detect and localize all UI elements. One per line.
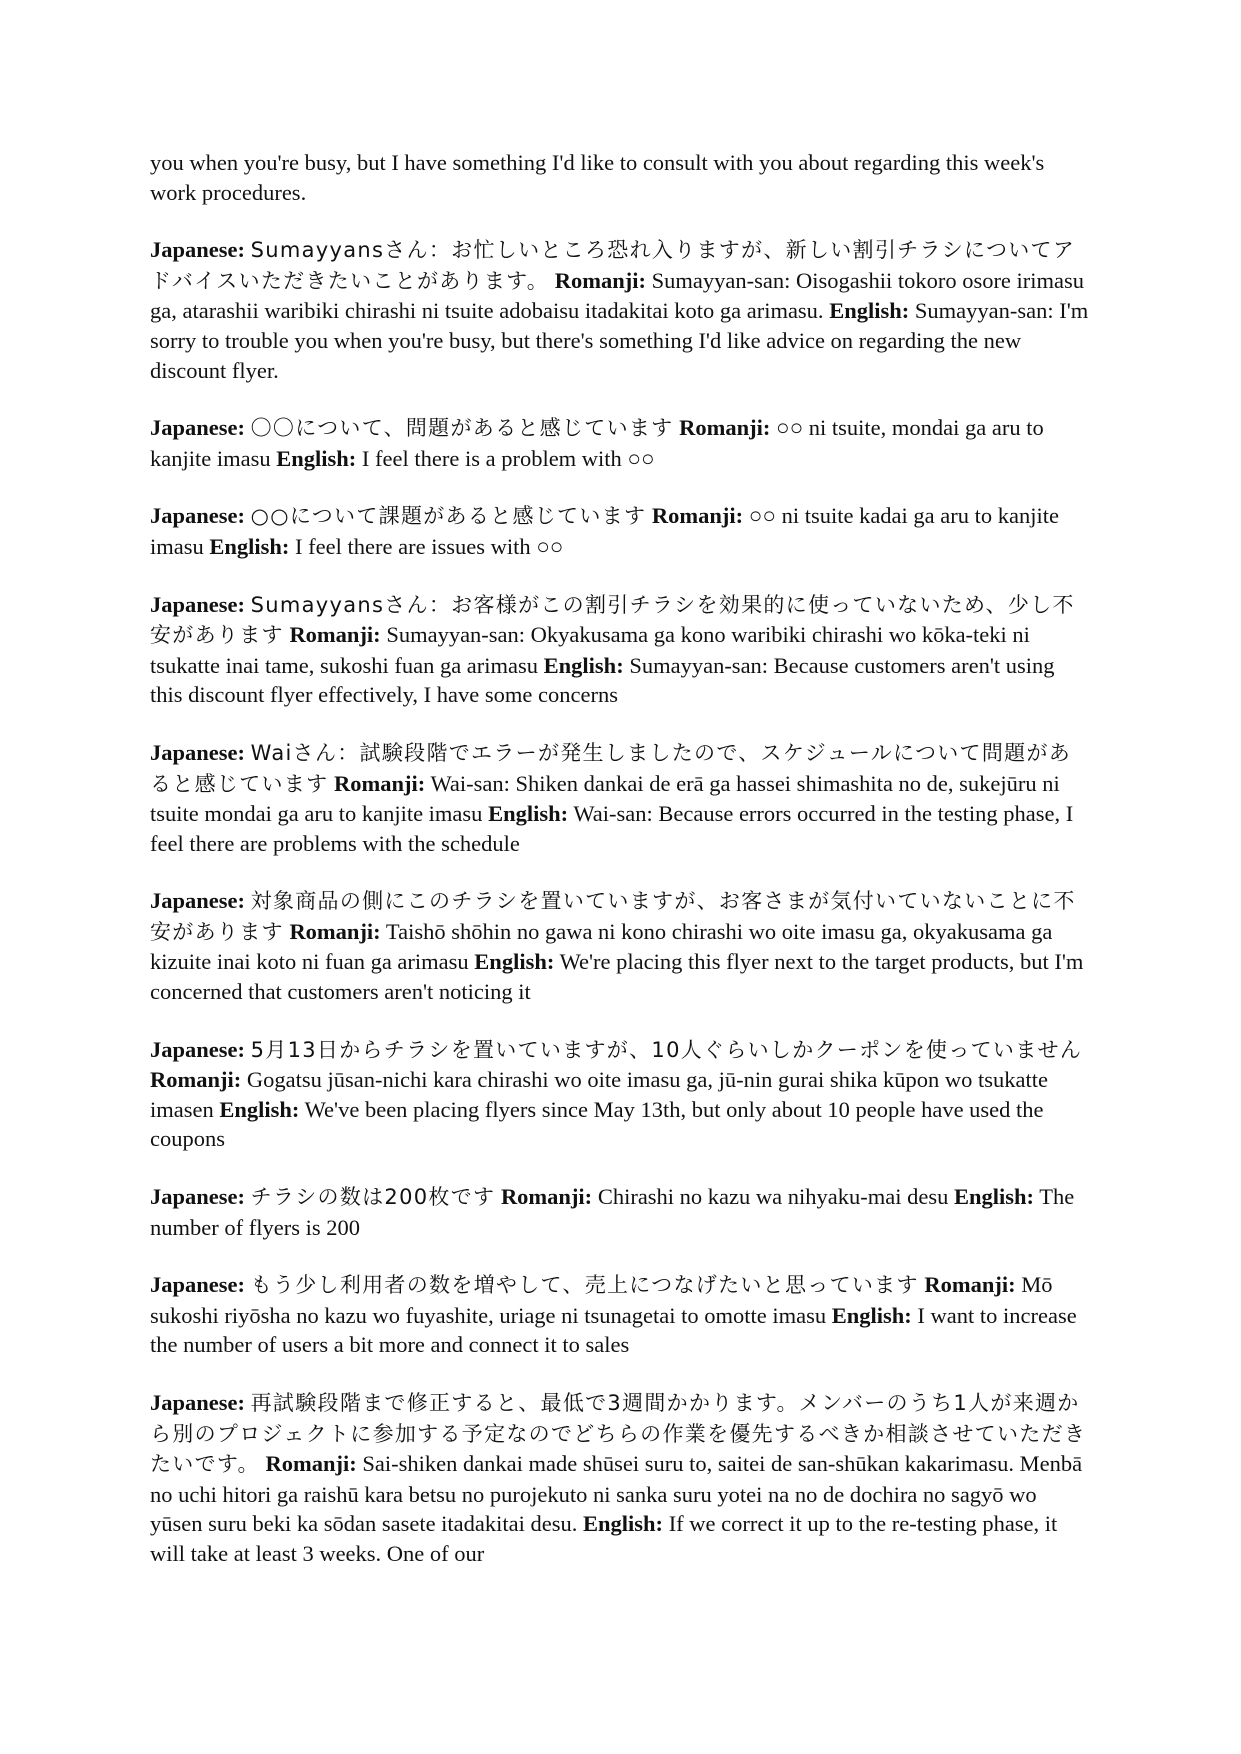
japanese-label: Japanese: — [150, 1036, 245, 1062]
english-text: I feel there is a problem with ○○ — [361, 445, 655, 471]
entry-paragraph — [150, 501, 1092, 561]
romanji-text: Sumayyan-san: Okyakusama ga kono waribiki chirashi wo kōka-teki ni tsukatte inai tame, sukoshi fuan ga arimasu — [150, 622, 1030, 678]
japanese-text: 再試験段階まで修正すると、最低で3週間かかります。メンバーのうち1人が来週から別のプロジェクトに参加する予定なのでどちらの作業を優先するべきか相談させていただきたいです。 — [150, 1391, 1087, 1477]
japanese-label: Japanese: — [150, 591, 245, 617]
english-label: English: — [583, 1511, 664, 1537]
romanji-label: Romanji: — [289, 918, 381, 944]
entry-paragraph — [150, 1182, 1092, 1242]
entry-paragraph — [150, 1035, 1092, 1154]
romanji-text: ○○ ni tsuite, mondai ga aru to kanjite imasu — [150, 415, 1044, 471]
japanese-label: Japanese: — [150, 888, 245, 914]
japanese-text: Waiさん：試験段階でエラーが発生しましたので、スケジュールについて問題があると感じています — [150, 740, 1072, 796]
romanji-label: Romanji: — [265, 1451, 357, 1477]
romanji-label: Romanji: — [334, 770, 426, 796]
english-label: English: — [219, 1096, 300, 1122]
english-text: The number of flyers is 200 — [150, 1184, 1075, 1240]
english-text: We've been placing flyers since May 13th, but only about 10 people have used the coupons — [150, 1096, 1044, 1152]
japanese-label: Japanese: — [150, 739, 245, 765]
english-label: English: — [953, 1184, 1035, 1210]
entry-paragraph — [150, 1388, 1092, 1569]
english-label: English: — [209, 533, 290, 559]
romanji-label: Romanji: — [500, 1184, 593, 1210]
english-label: English: — [831, 1302, 912, 1328]
romanji-text: Chirashi no kazu wa nihyaku-mai desu — [597, 1184, 949, 1210]
intro-paragraph — [150, 148, 1092, 207]
romanji-text: Wai-san: Shiken dankai de erā ga hassei shimashita no de, sukejūru ni tsuite mondai ga aru to kanjite imasu — [150, 770, 1060, 827]
romanji-text: Gogatsu jūsan-nichi kara chirashi wo oite imasu ga, jū-nin gurai shika kūpon wo tsukatte imasen — [150, 1067, 1048, 1122]
japanese-label: Japanese: — [150, 1272, 245, 1298]
japanese-text: ○○について課題があると感じています — [250, 504, 647, 529]
english-label: English: — [543, 652, 624, 678]
romanji-text: Taishō shōhin no gawa ni kono chirashi wo oite imasu ga, okyakusama ga kizuite inai koto ni fuan ga arimasu — [150, 918, 1053, 975]
romanji-label: Romanji: — [554, 267, 646, 293]
entry-paragraph — [150, 886, 1092, 1006]
japanese-label: Japanese: — [150, 237, 245, 263]
english-label: English: — [276, 445, 357, 471]
romanji-label: Romanji: — [924, 1272, 1016, 1298]
japanese-label: Japanese: — [150, 1184, 245, 1210]
english-label: English: — [474, 949, 555, 975]
romanji-text: Sai-shiken dankai made shūsei suru to, saitei de san-shūkan kakarimasu. Menbā no uchi hitori ga raishū kara betsu no purojekuto ni sanka suru yotei na no de dochira no sagyō wo yūsen suru beki ka sōdan sasete itadakitai desu. — [150, 1451, 1083, 1537]
japanese-text: Sumayyansさん：お忙しいところ恐れ入りますが、新しい割引チラシについてアドバイスいただきたいことがあります。 — [150, 238, 1076, 293]
romanji-label: Romanji: — [651, 503, 744, 529]
english-text: Sumayyan-san: I'm sorry to trouble you when you're busy, but there's something I'd like advice on regarding the new discount flyer. — [150, 298, 1089, 383]
entry-paragraph — [150, 590, 1092, 710]
romanji-label: Romanji: — [150, 1067, 242, 1093]
japanese-label: Japanese: — [150, 415, 245, 441]
japanese-text: チラシの数は200枚です — [250, 1185, 496, 1210]
english-text: We're placing this flyer next to the target products, but I'm concerned that customers aren't noticing it — [150, 949, 1084, 1005]
entry-paragraph — [150, 1270, 1092, 1360]
romanji-label: Romanji: — [679, 415, 771, 441]
japanese-text: 対象商品の側にこのチラシを置いていますが、お客さまが気付いていないことに不安があります — [150, 889, 1076, 944]
english-text: Wai-san: Because errors occurred in the testing phase, I feel there are problems with the schedule — [150, 801, 1074, 856]
english-label: English: — [829, 298, 910, 324]
romanji-text: ○○ ni tsuite kadai ga aru to kanjite imasu — [150, 503, 1059, 559]
entry-paragraph — [150, 738, 1092, 858]
english-text: Sumayyan-san: Because customers aren't using this discount flyer effectively, I have some concerns — [150, 652, 1055, 708]
entry-list — [150, 235, 1092, 1568]
document-page — [150, 148, 1092, 1597]
japanese-text: 5月13日からチラシを置いていますが、10人ぐらいしかクーポンを使っていません — [250, 1037, 1083, 1062]
romanji-text: Mō sukoshi riyōsha no kazu wo fuyashite, uriage ni tsunagetai to omotte imasu — [150, 1272, 1053, 1328]
entry-paragraph — [150, 413, 1092, 473]
japanese-text: 〇〇について、問題があると感じています — [250, 416, 674, 441]
english-text: I feel there are issues with ○○ — [295, 533, 564, 559]
romanji-label: Romanji: — [289, 622, 381, 648]
romanji-text: Sumayyan-san: Oisogashii tokoro osore irimasu ga, atarashii waribiki chirashi ni tsuite adobaisu itadakitai koto ga arimasu. — [150, 267, 1085, 324]
japanese-label: Japanese: — [150, 1390, 245, 1415]
intro-text: you when you're busy, but I have something I'd like to consult with you about regarding this week's work procedures. — [150, 150, 1045, 205]
english-text: I want to increase the number of users a bit more and connect it to sales — [150, 1302, 1077, 1358]
japanese-text: Sumayyansさん：お客様がこの割引チラシを効果的に使っていないため、少し不安があります — [150, 592, 1075, 648]
english-label: English: — [488, 801, 569, 827]
english-text: If we correct it up to the re-testing phase, it will take at least 3 weeks. One of our — [150, 1511, 1058, 1566]
japanese-label: Japanese: — [150, 503, 245, 529]
entry-paragraph — [150, 235, 1092, 385]
japanese-text: もう少し利用者の数を増やして、売上につなげたいと思っています — [250, 1273, 919, 1298]
